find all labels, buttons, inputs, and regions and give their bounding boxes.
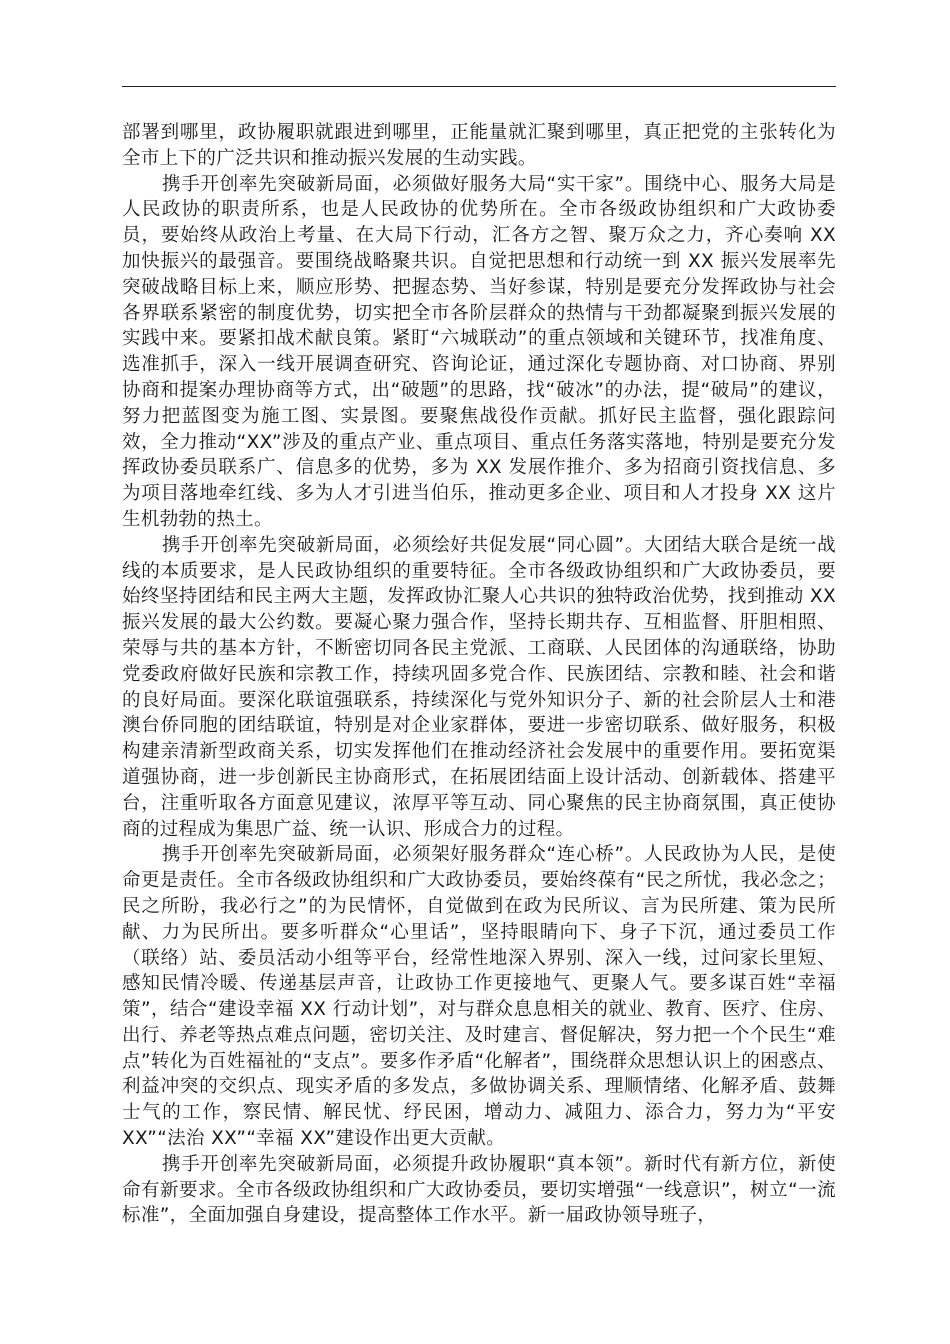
header-divider bbox=[122, 86, 836, 87]
paragraph-true-ability: 携手开创率先突破新局面，必须提升政协履职“真本领”。新时代有新方位，新使命有新要求。全市各级政协组织和广大政协委员，要切实增强“一线意识”，树立“一流标准”，全面加强自身建设，提高整体工作水平。新一届政协领导班子， bbox=[122, 1153, 836, 1227]
paragraph-service-overall: 携手开创率先突破新局面，必须做好服务大局“实干家”。围绕中心、服务大局是人民政协的职责所系，也是人民政协的优势所在。全市各级政协组织和广大政协委员，要始终从政治上考量、在大局下行动，汇各方之智、聚万众之力，齐心奏响 XX 加快振兴的最强音。要围绕战略聚共识。自觉把思想和行动统一到 XX 振兴发展率先突破战略目标上来，顺应形势、把握态势、当好参谋，特别是要充分发挥政协与社会各界联系紧密的制度优势，切实把全市各阶层群众的热情与干劲都凝聚到振兴发展的实践中来。要紧扣战术献良策。紧盯“六城联动”的重点领域和关键环节，找准角度、选准抓手，深入一线开展调查研究、咨询论证，通过深化专题协商、对口协商、界别协商和提案办理协商等方式，出“破题”的思路，找“破冰”的办法，提“破局”的建议，努力把蓝图变为施工图、实景图。要聚焦战役作贡献。抓好民主监督，强化跟踪问效，全力推动“XX”涉及的重点产业、重点项目、重点任务落实落地，特别是要充分发挥政协委员联系广、信息多的优势，多为 XX 发展作推介、多为招商引资找信息、多为项目落地牵红线、多为人才引进当伯乐，推动更多企业、项目和人才投身 XX 这片生机勃勃的热土。 bbox=[122, 173, 836, 530]
paragraph-heart-bridge: 携手开创率先突破新局面，必须架好服务群众“连心桥”。人民政协为人民，是使命更是责任。全市各级政协组织和广大政协委员，要始终葆有“民之所忧，我必念之；民之所盼，我必行之”的为民情怀，自觉做到在政为民所议、言为民所建、策为民所献、力为民所出。要多听群众“心里话”，坚持眼睛向下、身子下沉，通过委员工作（联络）站、委员活动小组等平台，经常性地深入界别、深入一线，过问家长里短、感知民情冷暖、传递基层声音，让政协工作更接地气、更聚人气。要多谋百姓“幸福策”，结合“建设幸福 XX 行动计划”，对与群众息息相关的就业、教育、医疗、住房、出行、养老等热点难点问题，密切关注、及时建言、督促解决，努力把一个个民生“难点”转化为百姓福祉的“支点”。要多作矛盾“化解者”，围绕群众思想认识上的困惑点、利益冲突的交织点、现实矛盾的多发点，多做协调关系、理顺情绪、化解矛盾、鼓舞士气的工作，察民情、解民忧、纾民困，增动力、减阻力、添合力，努力为“平安 XX”“法治 XX”“幸福 XX”建设作出更大贡献。 bbox=[122, 844, 836, 1150]
paragraph-continuation: 部署到哪里，政协履职就跟进到哪里，正能量就汇聚到哪里，真正把党的主张转化为全市上下的广泛共识和推动振兴发展的生动实践。 bbox=[122, 122, 836, 169]
document-body bbox=[122, 120, 836, 1229]
paragraph-concentric-circle: 携手开创率先突破新局面，必须绘好共促发展“同心圆”。大团结大联合是统一战线的本质要求，是人民政协组织的重要特征。全市各级政协组织和广大政协委员，要始终坚持团结和民主两大主题，发挥政协汇聚人心共识的独特政治优势，找到推动 XX 振兴发展的最大公约数。要凝心聚力强合作，坚持长期共存、互相监督、肝胆相照、荣辱与共的基本方针，不断密切同各民主党派、工商联、人民团体的沟通联络，协助党委政府做好民族和宗教工作，持续巩固多党合作、民族团结、宗教和睦、社会和谐的良好局面。要深化联谊强联系，持续深化与党外知识分子、新的社会阶层人士和港澳台侨同胞的团结联谊，特别是对企业家群体，要进一步密切联系、做好服务，积极构建亲清新型政商关系，切实发挥他们在推动经济社会发展中的重要作用。要拓宽渠道强协商，进一步创新民主协商形式，在拓展团结面上设计活动、创新载体、搭建平台，注重听取各方面意见建议，浓厚平等互动、同心聚焦的民主协商氛围，真正使协商的过程成为集思广益、统一认识、形成合力的过程。 bbox=[122, 534, 836, 840]
